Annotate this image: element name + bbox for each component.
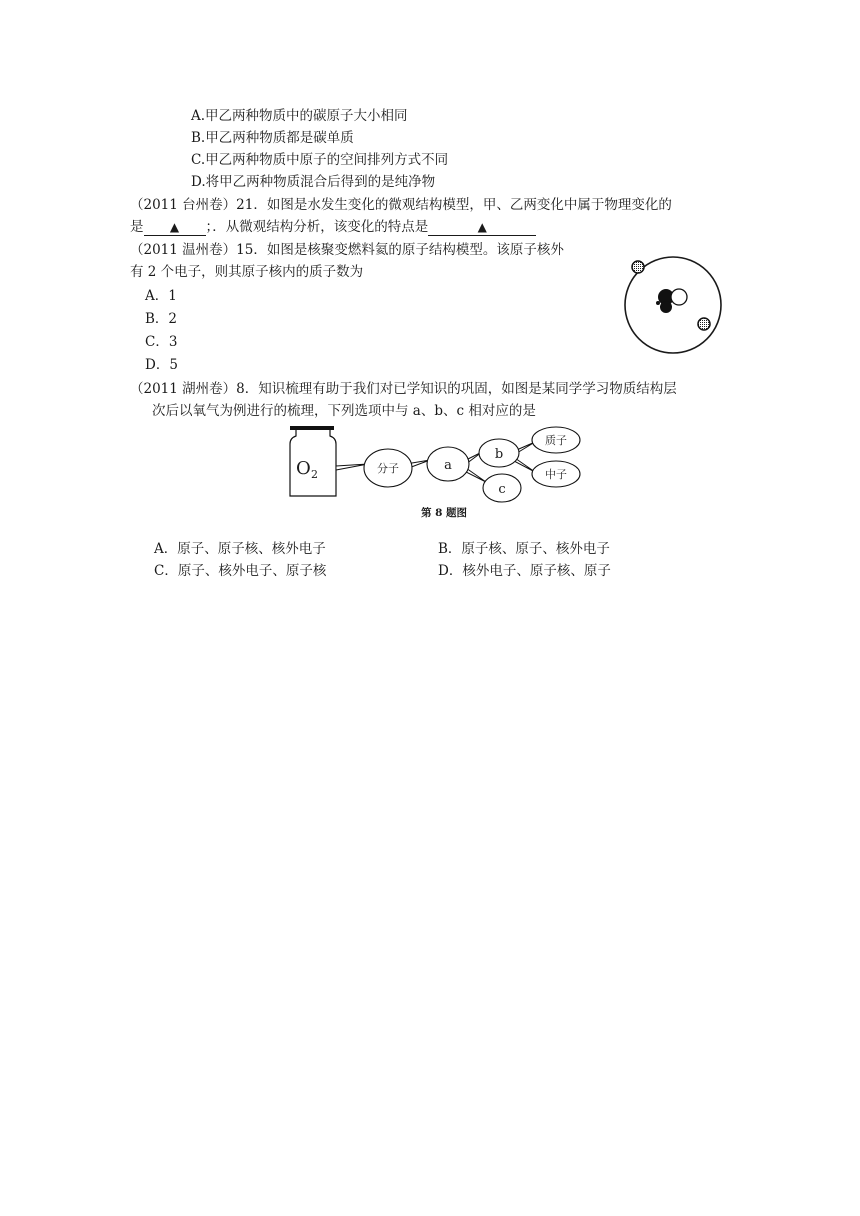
connector-bottle-molecule [336,464,368,470]
q8-line2: 次后以氧气为例进行的梳理，下列选项中与 a、b、c 相对应的是 [152,403,536,419]
bottle-label: O [296,458,311,479]
option-b: B.甲乙两种物质都是碳单质 [191,130,354,146]
answer-blank-2[interactable]: ▲ [428,220,536,236]
node-a-label: a [444,458,452,473]
node-b-label: b [494,447,504,462]
answer-blank-1[interactable]: ▲ [144,220,206,236]
node-c-label: c [498,482,506,497]
molecule-label: 分子 [377,462,399,475]
helium-atom-diagram [618,250,730,362]
proton-2 [660,301,672,313]
q21-line1: （2011 台州卷）21．如图是水发生变化的微观结构模型，甲、乙两变化中属于物理变化的 [130,197,672,213]
q15-option-c: C．3 [145,334,178,350]
proton-label: 质子 [545,434,567,447]
q8-option-d: D．核外电子、原子核、原子 [438,563,611,579]
neutron-label: 中子 [545,468,567,481]
q21-line2: 是 ▲ ；．从微观结构分析，该变化的特点是 ▲ [130,218,536,236]
option-a: A.甲乙两种物质中的碳原子大小相同 [191,108,408,124]
q8-option-b: B．原子核、原子、核外电子 [438,541,610,557]
bottle-subscript: 2 [311,468,318,481]
q15-option-b: B．2 [145,311,178,327]
option-c: C.甲乙两种物质中原子的空间排列方式不同 [191,152,449,168]
electron-2 [698,318,710,330]
neutron-1 [671,289,687,305]
connector-a-c [466,468,486,482]
figure-caption: 第 8 题图 [420,507,468,519]
q8-option-a: A．原子、原子核、核外电子 [154,541,326,557]
q15-option-d: D．5 [145,357,178,373]
q15-line1: （2011 温州卷）15．如图是核聚变燃料氦的原子结构模型。该原子核外 [130,242,564,258]
oxygen-structure-diagram [280,420,600,522]
q8-line1: （2011 湖州卷）8．知识梳理有助于我们对已学知识的巩固，如图是某同学学习物质结构层 [130,381,677,397]
nucleus-dot [656,301,660,305]
q15-option-a: A．1 [145,288,177,304]
bottle-lid [290,426,334,430]
q15-line2: 有 2 个电子，则其原子核内的质子数为 [130,264,364,280]
option-d: D.将甲乙两种物质混合后得到的是纯净物 [191,174,436,190]
q8-option-c: C．原子、核外电子、原子核 [154,563,327,579]
electron-1 [632,261,644,273]
